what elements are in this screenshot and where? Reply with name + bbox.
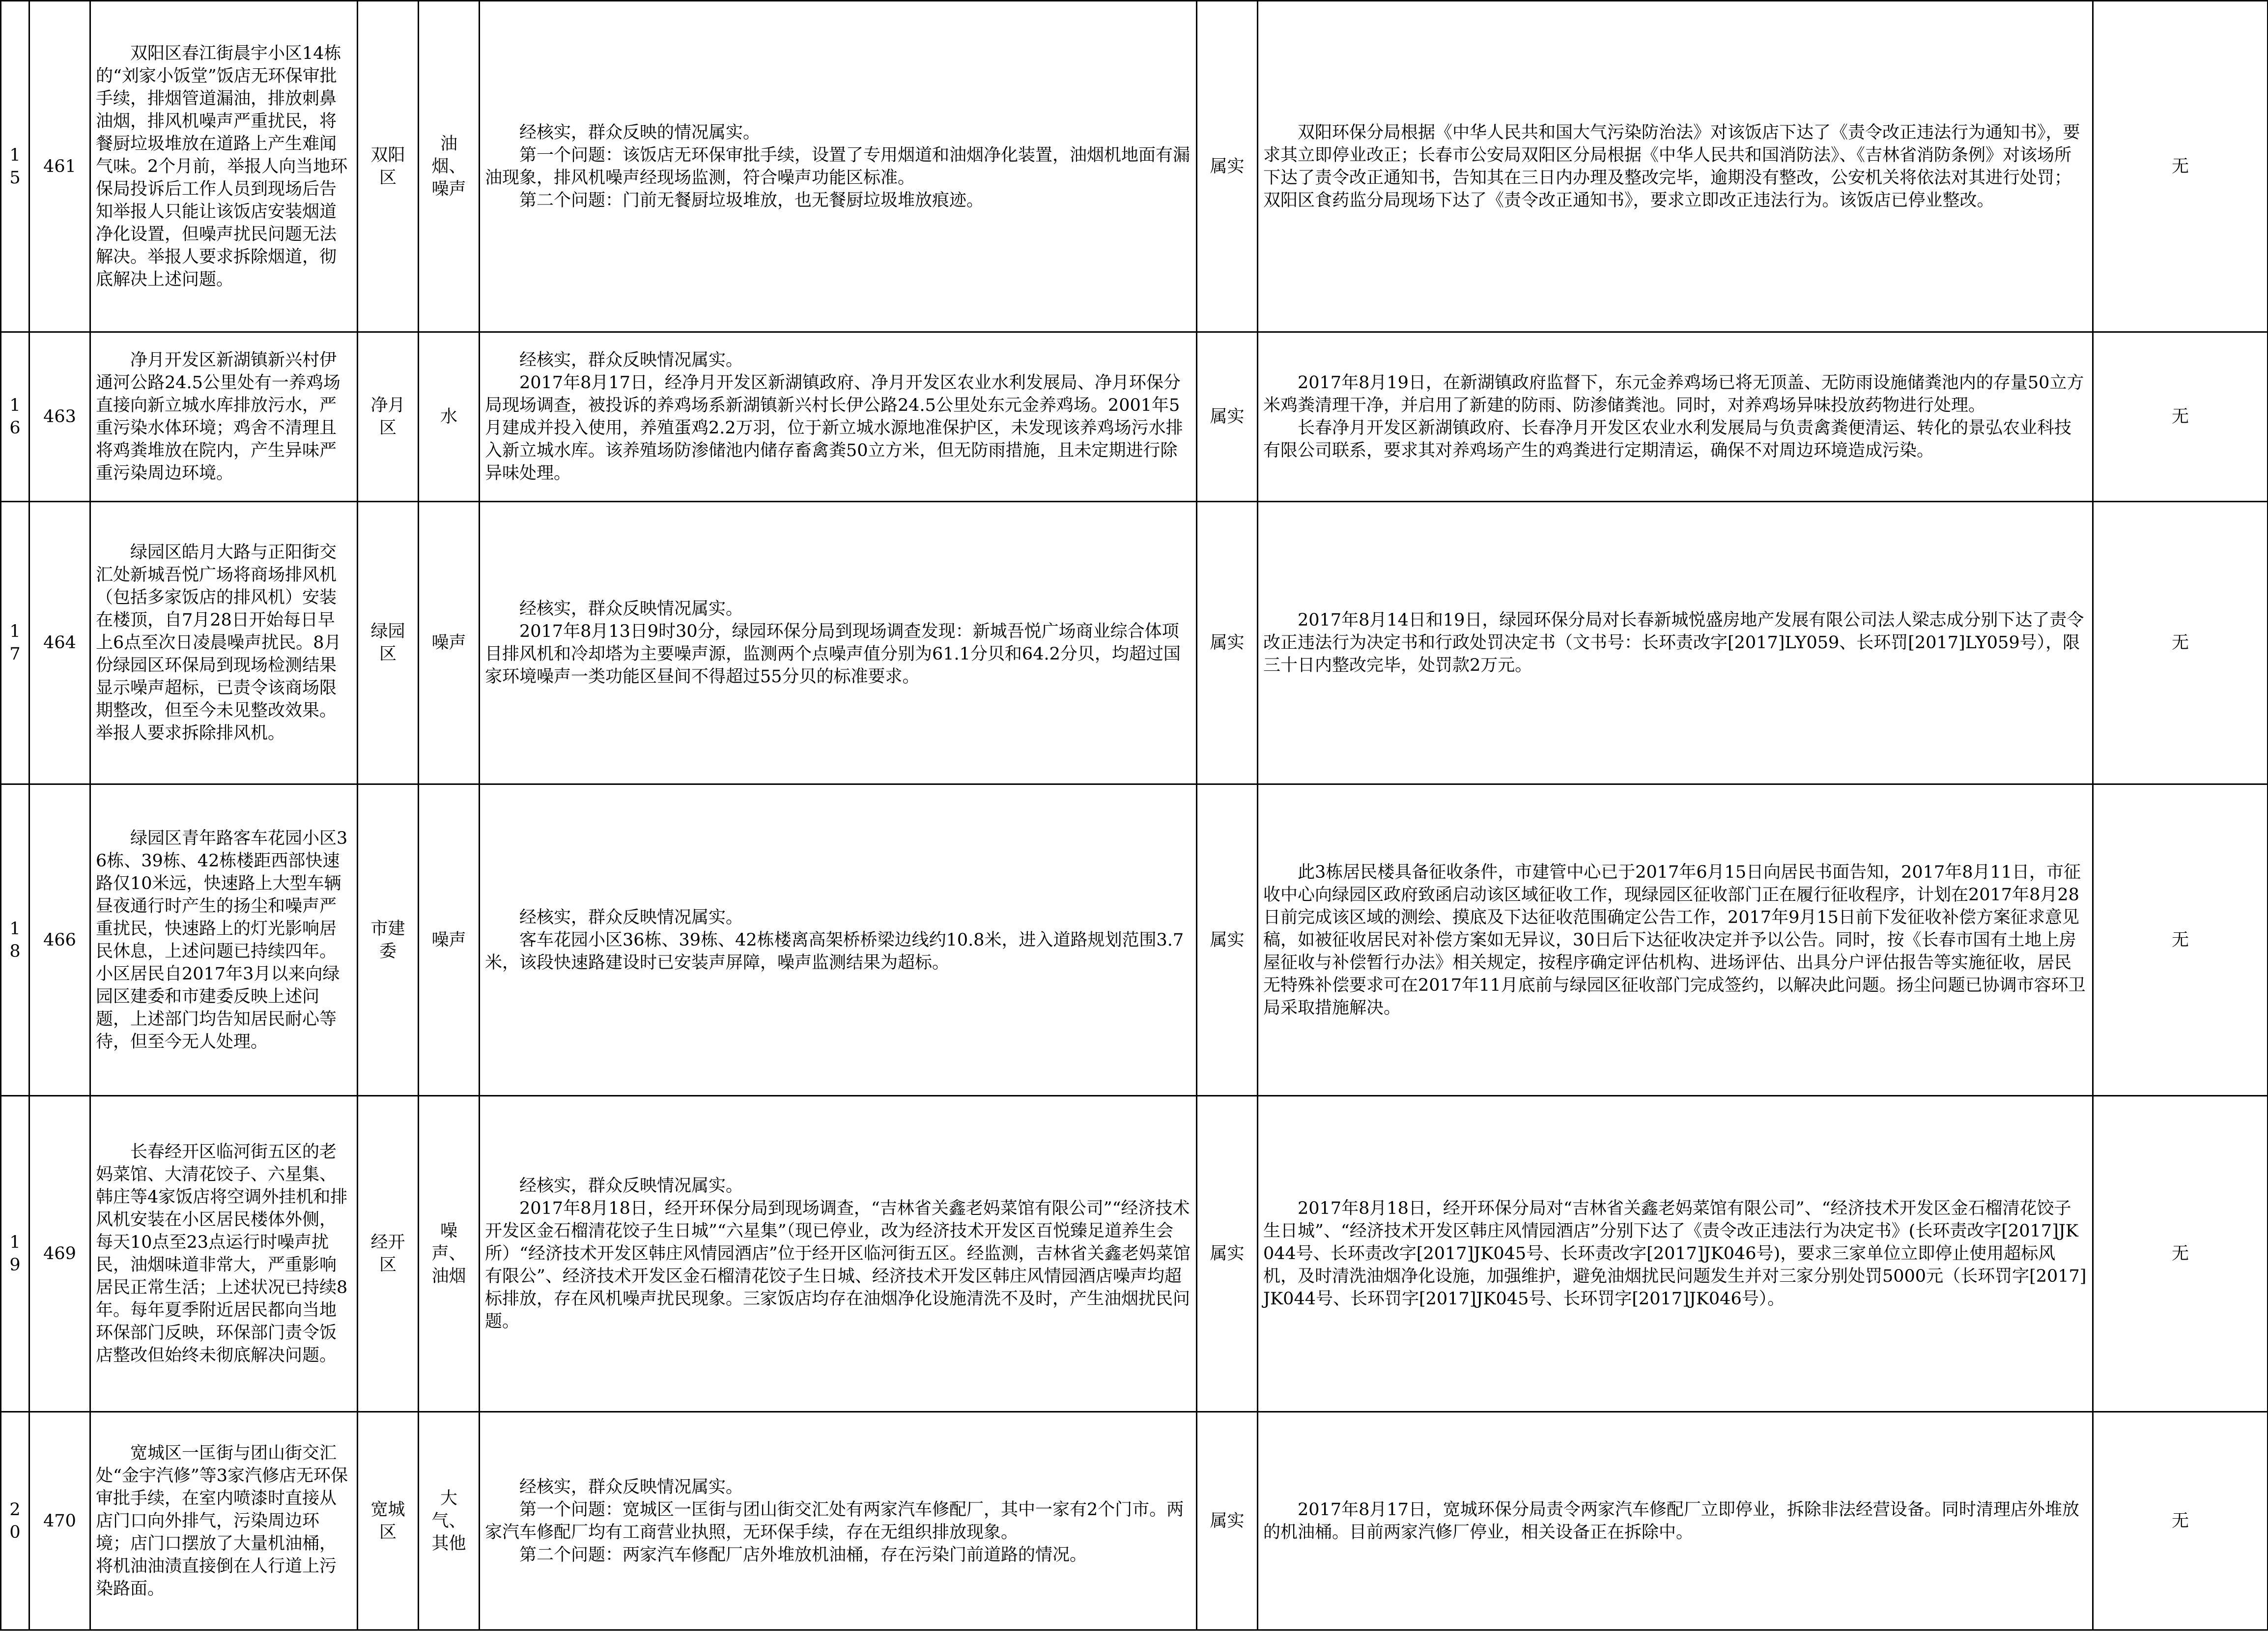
findings-cell: [480, 502, 1197, 784]
complaint-cell: [90, 1096, 358, 1412]
district-cell: 净月区: [358, 332, 419, 502]
complaint-cell: [90, 1412, 358, 1630]
handling-cell: [1258, 1412, 2093, 1630]
handling-cell: [1258, 332, 2093, 502]
type-cell: 噪声、油烟: [419, 1096, 480, 1412]
complaint-cell: [90, 1, 358, 332]
findings-cell: [480, 1096, 1197, 1412]
verdict-cell: 属实: [1197, 1096, 1258, 1412]
type-cell: 噪声: [419, 784, 480, 1096]
verdict-cell: 属实: [1197, 1412, 1258, 1630]
findings-paragraph: 客车花园小区36栋、39栋、42栋楼离高架桥桥梁边线约10.8米，进入道路规划范围3.7米，该段快速路建设时已安装声屏障，噪声监测结果为超标。: [485, 930, 1184, 973]
table-row: [1, 1, 2268, 332]
findings-cell: [480, 784, 1197, 1096]
seq-cell: 16: [1, 332, 29, 502]
complaint-cell: [90, 332, 358, 502]
handling-paragraph: 2017年8月19日，在新湖镇政府监督下，东元金养鸡场已将无顶盖、无防雨设施储粪池内的存量50立方米鸡粪清理干净，并启用了新建的防雨、防渗储粪池。同时，对养鸡场异味投放药物进行处理。: [1263, 373, 2084, 415]
findings-paragraph: 经核实，群众反映情况属实。: [519, 907, 743, 927]
remark-cell: 无: [2093, 1096, 2268, 1412]
table-row: [1, 1412, 2268, 1630]
handling-paragraph: 2017年8月18日，经开环保分局对“吉林省关鑫老妈菜馆有限公司”、“经济技术开发区金石榴清花饺子生日城”、“经济技术开发区韩庄风情园酒店”分别下达了《责令改正违法行为决定书》(长环责改字[2017]JK044号、长环责改字[2017]JK045号、长环责改字[2017]JK046号)，要求三家单位立即停止使用超标风机，及时清洗油烟净化设施，加强维护，避免油烟扰民问题发生并对三家分别处罚5000元（长环罚字[2017]JK044号、长环罚字[2017]JK045号、长环罚字[2017]JK046号）。: [1263, 1199, 2087, 1309]
complaint-text: 双阳区春江街晨宇小区14栋的“刘家小饭堂”饭店无环保审批手续，排烟管道漏油，排放刺鼻油烟，排风机噪声严重扰民，将餐厨垃圾堆放在道路上产生难闻气味。2个月前，举报人向当地环保局投诉后工作人员到现场后告知举报人只能让该饭店安装烟道净化设置，但噪声扰民问题无法解决。举报人要求拆除烟道，彻底解决上述问题。: [96, 43, 348, 289]
seq-cell: 19: [1, 1096, 29, 1412]
complaint-text: 净月开发区新湖镇新兴村伊通河公路24.5公里处有一养鸡场直接向新立城水库排放污水，严重污染水体环境；鸡舍不清理且将鸡粪堆放在院内，产生异味严重污染周边环境。: [96, 350, 340, 483]
verdict-cell: 属实: [1197, 502, 1258, 784]
handling-cell: [1258, 1096, 2093, 1412]
findings-paragraph: 经核实，群众反映的情况属实。: [519, 122, 761, 143]
handling-paragraph: 长春净月开发区新湖镇政府、长春净月开发区农业水利发展局与负责禽粪便清运、转化的景弘农业科技有限公司联系，要求其对养鸡场产生的鸡粪进行定期清运，确保不对周边环境造成污染。: [1263, 418, 2072, 461]
seq-cell: 15: [1, 1, 29, 332]
type-cell: 大气、其他: [419, 1412, 480, 1630]
findings-paragraph: 经核实，群众反映情况属实。: [519, 599, 743, 619]
findings-cell: [480, 1412, 1197, 1630]
seq-cell: 18: [1, 784, 29, 1096]
case-number-cell: 470: [29, 1412, 90, 1630]
handling-paragraph: 2017年8月14日和19日，绿园环保分局对长春新城悦盛房地产发展有限公司法人梁志成分别下达了责令改正违法行为决定书和行政处罚决定书（文书号：长环责改字[2017]LY059、长环罚[2017]LY059号），限三十日内整改完毕，处罚款2万元。: [1263, 610, 2084, 675]
district-cell: 市建委: [358, 784, 419, 1096]
case-number-cell: 464: [29, 502, 90, 784]
district-cell: 双阳区: [358, 1, 419, 332]
findings-paragraph: 2017年8月17日，经净月开发区新湖镇政府、净月开发区农业水利发展局、净月环保分局现场调查，被投诉的养鸡场系新湖镇新兴村长伊公路24.5公里处东元金养鸡场。2001年5月建成并投入使用，养殖蛋鸡2.2万羽，位于新立城水源地准保护区，未发现该养鸡场污水排入新立城水库。该养殖场防渗储池内储存畜禽粪50立方米，但无防雨措施，且未定期进行除异味处理。: [485, 373, 1183, 483]
type-cell: 噪声: [419, 502, 480, 784]
findings-cell: [480, 332, 1197, 502]
remark-cell: 无: [2093, 1412, 2268, 1630]
handling-paragraph: 此3栋居民楼具备征收条件，市建管中心已于2017年6月15日向居民书面告知，2017年8月11日，市征收中心向绿园区政府致函启动该区域征收工作，现绿园区征收部门正在履行征收程序，计划在2017年8月28日前完成该区域的测绘、摸底及下达征收范围确定公告工作，2017年9月15日前下发征收补偿方案征求意见稿，如被征收居民对补偿方案如无异议，30日后下达征收决定并予以公告。同时，按《长春市国有土地上房屋征收与补偿暂行办法》相关规定，按程序确定评估机构、进场评估、出具分户评估报告等实施征收，居民无特殊补偿要求可在2017年11月底前与绿园区征收部门完成签约，以解决此问题。扬尘问题已协调市容环卫局采取措施解决。: [1263, 862, 2086, 1018]
complaint-text: 长春经开区临河街五区的老妈菜馆、大清花饺子、六星集、韩庄等4家饭店将空调外挂机和排风机安装在小区居民楼体外侧，每天10点至23点运行时噪声扰民，油烟味道非常大，严重影响居民正常生活；上述状况已持续8年。每年夏季附近居民都向当地环保部门反映，环保部门责令饭店整改但始终未彻底解决问题。: [96, 1142, 348, 1365]
complaint-cell: [90, 784, 358, 1096]
table-row: [1, 332, 2268, 502]
verdict-cell: 属实: [1197, 332, 1258, 502]
type-cell: 水: [419, 332, 480, 502]
handling-paragraph: 双阳环保分局根据《中华人民共和国大气污染防治法》对该饭店下达了《责令改正违法行为通知书》，要求其立即停业改正；长春市公安局双阳区分局根据《中华人民共和国消防法》、《吉林省消防条例》对该场所下达了责令改正通知书，告知其在三日内办理及整改完毕，逾期没有整改，公安机关将依法对其进行处罚；双阳区食药监分局现场下达了《责令改正通知书》，要求立即改正违法行为。该饭店已停业整改。: [1263, 122, 2080, 210]
district-cell: 绿园区: [358, 502, 419, 784]
findings-paragraph: 经核实，群众反映情况属实。: [519, 350, 743, 370]
seq-cell: 20: [1, 1412, 29, 1630]
findings-paragraph: 第二个问题：两家汽车修配厂店外堆放机油桶，存在污染门前道路的情况。: [519, 1545, 1087, 1565]
case-number-cell: 469: [29, 1096, 90, 1412]
case-number-cell: 463: [29, 332, 90, 502]
verdict-cell: 属实: [1197, 1, 1258, 332]
complaint-cell: [90, 502, 358, 784]
findings-paragraph: 2017年8月13日9时30分，绿园环保分局到现场调查发现：新城吾悦广场商业综合体项目排风机和冷却塔为主要噪声源，监测两个点噪声值分别为61.1分贝和64.2分贝，均超过国家环境噪声一类功能区昼间不得超过55分贝的标准要求。: [485, 622, 1181, 687]
remark-cell: 无: [2093, 332, 2268, 502]
district-cell: 宽城区: [358, 1412, 419, 1630]
findings-paragraph: 2017年8月18日，经开环保分局到现场调查，“吉林省关鑫老妈菜馆有限公司”“经济技术开发区金石榴清花饺子生日城”“六星集”（现已停业，改为经济技术开发区百悦臻足道养生会所）“经济技术开发区韩庄风情园酒店”位于经开区临河街五区。经监测，吉林省关鑫老妈菜馆有限公”、经济技术开发区金石榴清花饺子生日城、经济技术开发区韩庄风情园酒店噪声均超标排放，存在风机噪声扰民现象。三家饭店均存在油烟净化设施清洗不及时，产生油烟扰民问题。: [485, 1199, 1191, 1331]
remark-cell: 无: [2093, 502, 2268, 784]
table-row: [1, 502, 2268, 784]
table-row: [1, 784, 2268, 1096]
case-number-cell: 461: [29, 1, 90, 332]
findings-paragraph: 第一个问题：该饭店无环保审批手续，设置了专用烟道和油烟净化装置，油烟机地面有漏油现象，排风机噪声经现场监测，符合噪声功能区标准。: [485, 145, 1191, 188]
handling-cell: [1258, 1, 2093, 332]
findings-cell: [480, 1, 1197, 332]
findings-paragraph: 第一个问题：宽城区一匡街与团山街交汇处有两家汽车修配厂，其中一家有2个门市。两家汽车修配厂均有工商营业执照，无环保手续，存在无组织排放现象。: [485, 1499, 1184, 1542]
type-cell: 油烟、噪声: [419, 1, 480, 332]
complaint-text: 绿园区青年路客车花园小区36栋、39栋、42栋楼距西部快速路仅10米远，快速路上大型车辆昼夜通行时产生的扬尘和噪声严重扰民，快速路上的灯光影响居民休息，上述问题已持续四年。小区居民自2017年3月以来向绿园区建委和市建委反映上述问题，上述部门均告知居民耐心等待，但至今无人处理。: [96, 828, 348, 1052]
findings-paragraph: 经核实，群众反映情况属实。: [519, 1176, 743, 1196]
handling-paragraph: 2017年8月17日，宽城环保分局责令两家汽车修配厂立即停业，拆除非法经营设备。同时清理店外堆放的机油桶。目前两家汽修厂停业，相关设备正在拆除中。: [1263, 1499, 2079, 1542]
findings-paragraph: 第二个问题：门前无餐厨垃圾堆放，也无餐厨垃圾堆放痕迹。: [519, 190, 984, 210]
complaint-text: 宽城区一匡街与团山街交汇处“金宇汽修”等3家汽修店无环保审批手续，在室内喷漆时直接从店门口向外排气，污染周边环境；店门口摆放了大量机油桶，将机油油渍直接倒在人行道上污染路面。: [96, 1443, 348, 1599]
remark-cell: 无: [2093, 1, 2268, 332]
handling-cell: [1258, 502, 2093, 784]
handling-cell: [1258, 784, 2093, 1096]
findings-paragraph: 经核实，群众反映情况属实。: [519, 1477, 743, 1497]
table-row: [1, 1096, 2268, 1412]
verdict-cell: 属实: [1197, 784, 1258, 1096]
seq-cell: 17: [1, 502, 29, 784]
district-cell: 经开区: [358, 1096, 419, 1412]
case-number-cell: 466: [29, 784, 90, 1096]
complaint-text: 绿园区皓月大路与正阳街交汇处新城吾悦广场将商场排风机（包括多家饭店的排风机）安装在楼顶，自7月28日开始每日早上6点至次日凌晨噪声扰民。8月份绿园区环保局到现场检测结果显示噪声超标，已责令该商场限期整改，但至今未见整改效果。举报人要求拆除排风机。: [96, 543, 341, 743]
remark-cell: 无: [2093, 784, 2268, 1096]
